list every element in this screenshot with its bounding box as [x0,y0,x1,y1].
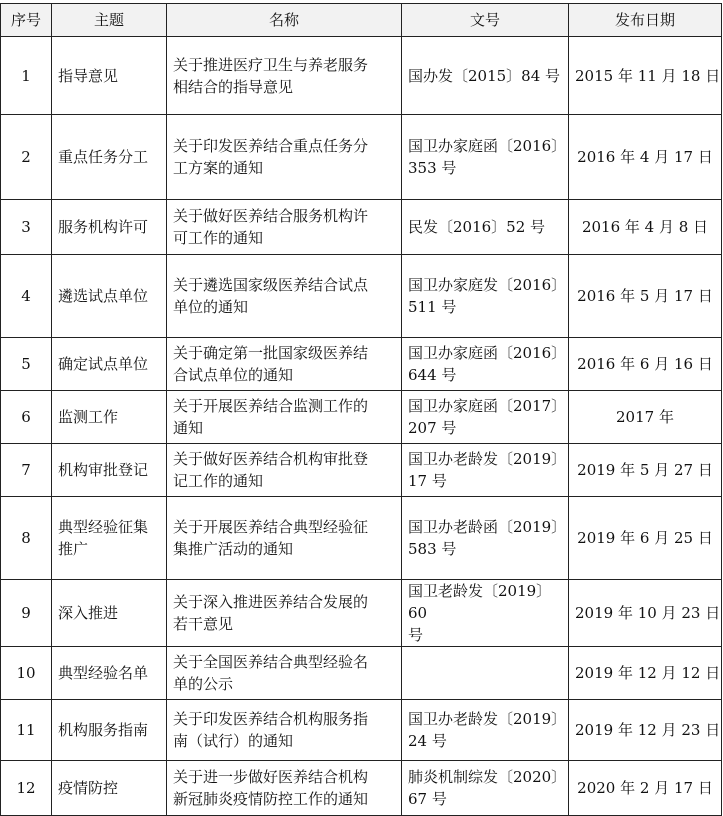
row-name [167,761,402,816]
table-row [1,200,722,255]
row-index: 3 [1,200,52,255]
row-date: 2017 年 [569,391,722,444]
table-row [1,115,722,200]
row-name [167,391,402,444]
table-row [1,700,722,761]
row-doc-line: 207 号 [408,419,457,437]
row-doc-number [402,444,569,497]
row-name-line: 单的公示 [173,675,234,693]
row-doc-line: 国卫办老龄函〔2019〕 [408,518,567,536]
row-theme: 机构审批登记 [52,444,167,497]
row-doc-line: 号 [408,626,424,644]
row-name-line: 集推广活动的通知 [173,540,294,558]
row-theme: 典型经验征集推广 [52,497,167,580]
row-theme: 重点任务分工 [52,115,167,200]
table-header-row [1,4,722,37]
row-date: 2019 年 10 月 23 日 [569,580,722,647]
row-date: 2016 年 4 月 8 日 [569,200,722,255]
row-name-line: 关于做好医养结合机构审批登 [173,450,369,468]
row-name-line: 单位的通知 [173,298,249,316]
row-doc-line: 肺炎机制综发〔2020〕 [408,768,567,786]
row-date: 2016 年 4 月 17 日 [569,115,722,200]
row-doc-line: 353 号 [408,159,457,177]
header-index: 序号 [1,4,52,37]
row-name-line: 若干意见 [173,615,234,633]
table-row [1,338,722,391]
row-name-line: 新冠肺炎疫情防控工作的通知 [173,790,369,808]
row-theme: 服务机构许可 [52,200,167,255]
table-row [1,255,722,338]
row-doc-number [402,761,569,816]
row-name-line: 关于全国医养结合典型经验名 [173,653,369,671]
row-doc-line: 644 号 [408,366,457,384]
row-name [167,115,402,200]
row-name-line: 关于遴选国家级医养结合试点 [173,276,369,294]
row-theme: 指导意见 [52,37,167,115]
table-row [1,647,722,700]
row-name-line: 工方案的通知 [173,159,264,177]
row-index: 5 [1,338,52,391]
row-date: 2019 年 6 月 25 日 [569,497,722,580]
row-name [167,700,402,761]
table-row [1,444,722,497]
row-name-line: 关于进一步做好医养结合机构 [173,768,369,786]
row-name [167,580,402,647]
row-name-line: 关于印发医养结合重点任务分 [173,137,369,155]
row-name [167,255,402,338]
row-doc-number [402,255,569,338]
row-doc-line: 国卫办家庭函〔2016〕 [408,137,567,155]
row-name-line: 关于推进医疗卫生与养老服务 [173,55,369,74]
row-name-line: 关于开展医养结合监测工作的 [173,397,369,415]
row-name [167,37,402,115]
row-index: 2 [1,115,52,200]
row-name-line: 南（试行）的通知 [173,732,294,750]
row-date: 2016 年 6 月 16 日 [569,338,722,391]
header-theme: 主题 [52,4,167,37]
row-theme: 疫情防控 [52,761,167,816]
row-name-line: 相结合的指导意见 [173,77,294,96]
row-date: 2019 年 12 月 12 日 [569,647,722,700]
row-theme: 典型经验名单 [52,647,167,700]
row-doc-number [402,200,569,255]
row-doc-line: 24 号 [408,732,447,750]
row-doc-line: 国卫办家庭发〔2016〕 [408,276,567,294]
row-doc-line: 583 号 [408,540,457,558]
row-name-line: 可工作的通知 [173,229,264,247]
row-theme: 遴选试点单位 [52,255,167,338]
table-row [1,391,722,444]
table-row [1,761,722,816]
table-row [1,37,722,115]
row-doc-line: 国卫老龄发〔2019〕60 [408,582,552,622]
row-theme: 确定试点单位 [52,338,167,391]
row-theme: 深入推进 [52,580,167,647]
row-theme: 机构服务指南 [52,700,167,761]
policy-table [0,3,722,816]
row-doc-number [402,37,569,115]
row-index: 6 [1,391,52,444]
row-index: 8 [1,497,52,580]
row-doc-line: 国办发〔2015〕84 号 [408,66,561,85]
header-doc-number: 文号 [402,4,569,37]
row-name-line: 关于印发医养结合机构服务指 [173,710,369,728]
row-name-line: 关于确定第一批国家级医养结 [173,344,369,362]
row-doc-line: 国卫办老龄发〔2019〕 [408,450,567,468]
row-doc-number [402,647,569,700]
row-name-line: 关于开展医养结合典型经验征 [173,518,369,536]
row-index: 7 [1,444,52,497]
row-index: 9 [1,580,52,647]
row-doc-number [402,338,569,391]
row-name-line: 合试点单位的通知 [173,366,294,384]
row-date: 2019 年 12 月 23 日 [569,700,722,761]
row-name [167,497,402,580]
row-doc-number [402,700,569,761]
row-doc-line: 国卫办老龄发〔2019〕 [408,710,567,728]
table-row [1,580,722,647]
row-index: 10 [1,647,52,700]
row-doc-line: 国卫办家庭函〔2017〕 [408,397,567,415]
row-index: 11 [1,700,52,761]
row-doc-line: 17 号 [408,472,447,490]
row-date: 2015 年 11 月 18 日 [569,37,722,115]
row-doc-number [402,497,569,580]
row-name [167,647,402,700]
row-doc-number [402,391,569,444]
row-doc-line: 511 号 [408,298,457,316]
row-name-line: 关于做好医养结合服务机构许 [173,207,369,225]
row-date: 2019 年 5 月 27 日 [569,444,722,497]
row-doc-line: 国卫办家庭函〔2016〕 [408,344,567,362]
row-date: 2020 年 2 月 17 日 [569,761,722,816]
row-name-line: 关于深入推进医养结合发展的 [173,593,369,611]
table-row [1,497,722,580]
row-index: 12 [1,761,52,816]
row-doc-number [402,115,569,200]
row-date: 2016 年 5 月 17 日 [569,255,722,338]
row-index: 1 [1,37,52,115]
row-name [167,338,402,391]
row-name [167,200,402,255]
row-name-line: 记工作的通知 [173,472,264,490]
row-theme: 监测工作 [52,391,167,444]
header-publish-date: 发布日期 [569,4,722,37]
row-name-line: 通知 [173,419,204,437]
row-doc-number [402,580,569,647]
row-doc-line: 民发〔2016〕52 号 [408,218,546,236]
row-doc-line: 67 号 [408,790,447,808]
header-name: 名称 [167,4,402,37]
row-name [167,444,402,497]
row-index: 4 [1,255,52,338]
